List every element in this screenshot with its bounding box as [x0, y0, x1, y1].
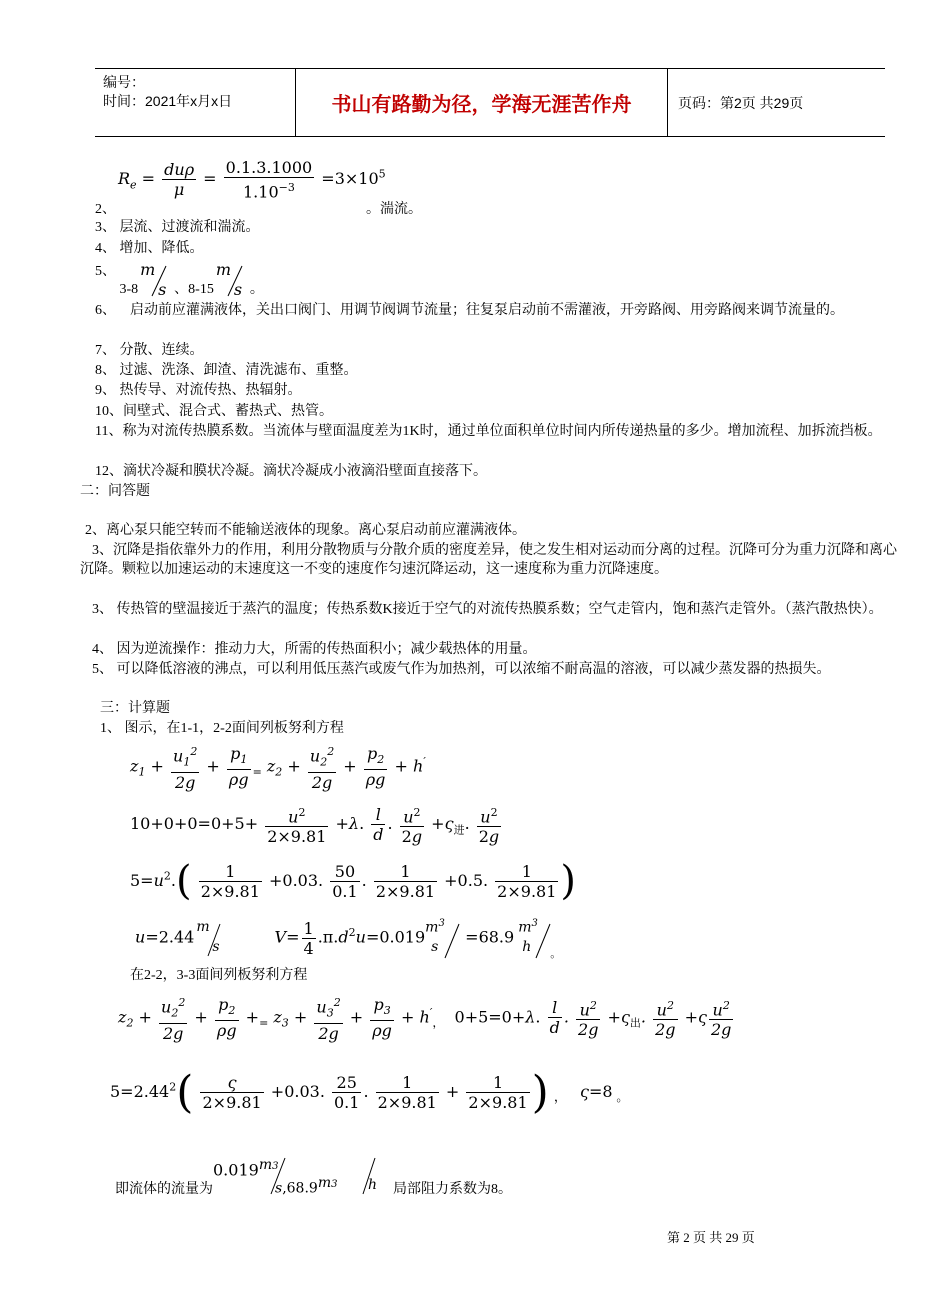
number-label: 编号： [103, 74, 145, 90]
section-title-calc: 三：计算题 [100, 701, 170, 716]
answer-item: 2、 。湍流。 [95, 202, 422, 217]
qa-item: 4、 因为逆流操作：推动力大，所需的传热面积小；减少载热体的用量。 [92, 642, 537, 657]
equation-3: $5=u^2$.( $\frac{1}{2\times 9.81}$ +0.03. $\frac{50}{0.1}$ . $\frac{1}{2\times 9.81}$ +0.5. $\frac{1}{2\times 9.81}$ ) [130, 858, 576, 904]
answer-item: 12、滴状冷凝和膜状冷凝。滴状冷凝成小液滴沿壁面直接落下。 [95, 464, 487, 479]
answer-item: 8、 过滤、洗涤、卸渣、清洗滤布、重整。 [95, 363, 358, 378]
calc-paragraph: 在2-2，3-3面间列板努利方程 [130, 968, 308, 983]
equation-bernoulli-2: $z_2$ + $\frac{u_2^2}{2g}$ + $\frac{p_2}{\rho g}$ $+_=$ $z_3$ + $\frac{u_3^2}{2g}$ + $\frac{p_3}{\rho g}$ + $h'_,$ 0+5=0+λ. $\frac{l}{d}$ . $\frac{u^2}{2g}$ $+\varsigma_出$. $\frac{u^2}{2g}$ +ς $\frac{u^2}{2g}$ [118, 993, 735, 1043]
time-label: 时间：2021年x月x日 [103, 93, 233, 109]
answer-item: 10、间壁式、混合式、蓄热式、热管。 [95, 404, 333, 419]
header-page-code: 页码：第2页 共29页 [678, 94, 804, 111]
answer-item-5: 5、 3-8 m s 、8-15 m s 。 [95, 260, 264, 299]
equation-2: 10+0+0=0+5+ $\frac{u^2}{2\times 9.81}$ +λ. $\frac{l}{d}$ . $\frac{u^2}{2g}$ $+\varsigma_进$. $\frac{u^2}{2g}$ [130, 803, 503, 846]
header-meta [95, 69, 295, 136]
answer-item: 3、 层流、过渡流和湍流。 [95, 220, 260, 235]
equation-zeta: $5=2.44^2$( $\frac{\varsigma}{2\times 9.81}$ +0.03. $\frac{25}{0.1}$ . $\frac{1}{2\times 9.81}$ + $\frac{1}{2\times 9.81}$ ) $_,$ ς=8 $_。$ [110, 1067, 629, 1118]
calc-paragraph: 1、 图示，在1-1，2-2面间列板努利方程 [100, 721, 344, 736]
equation-bernoulli-1: $z_1$ + $\frac{u_1^2}{2g}$ + $\frac{p_1}{\rho g}$ $_=$ $z_2$ + $\frac{u_2^2}{2g}$ + $\frac{p_2}{\rho g}$ + h′ [130, 742, 426, 792]
answer-item: 7、 分散、连续。 [95, 343, 204, 358]
answer-item: 9、 热传导、对流传热、热辐射。 [95, 383, 302, 398]
answer-item: 4、 增加、降低。 [95, 241, 204, 256]
answer-item: 6、 启动前应灌满液体，关出口阀门、用调节阀调节流量；往复泵启动前不需灌液，开旁路阀、用旁路阀来调节流量的。 [95, 303, 844, 318]
qa-item: 3、 传热管的壁温接近于蒸汽的温度；传热系数K接近于空气的对流传热膜系数；空气走管内，饱和蒸汽走管外。（蒸汽散热快）。 [92, 602, 883, 617]
qa-item: 2、离心泵只能空转而不能输送液体的现象。离心泵启动前应灌满液体。 [85, 523, 526, 538]
page-footer: 第 2 页 共 29 页 [667, 1230, 755, 1245]
answer-item: 11、称为对流传热膜系数。当流体与壁面温度差为1K时，通过单位面积单位时间内所传递热量的多少。增加流程、加拆流挡板。 [95, 424, 882, 439]
section-title-qa: 二：问答题 [80, 484, 150, 499]
qa-item: 5、 可以降低溶液的沸点，可以利用低压蒸汽或废气作为加热剂，可以浓缩不耐高温的溶液，可以减少蒸发器的热损失。 [92, 662, 831, 677]
header-motto: 书山有路勤为径，学海无涯苦作舟 [295, 69, 668, 136]
formula-reynolds: $R_e$ = $\frac{\text{duρ}}{\mu}$ = $\frac{0.1.3.1000}{1.10^{-3}}$ $=3\times 10^5$ [118, 158, 386, 202]
equation-velocity: u=2.44 m s V= $\frac{1}{4}$ $.\pi.d^2u=0.019$ $m^3$ s =68.9 $m^3$ h 。 [135, 918, 562, 960]
calc-conclusion: 即流体的流量为 0.019m3 s,68.9m3 h 局部阻力系数为8。 [115, 1157, 512, 1197]
page-header [95, 68, 885, 137]
qa-item: 3、沉降是指依靠外力的作用，利用分散物质与分散介质的密度差异，使之发生相对运动而分离的过程。沉降可分为重力沉降和离心沉降。颗粒以加速运动的末速度这一不变的速度作匀速沉降运动，这一速度称为重力沉降速度。 [80, 543, 897, 577]
